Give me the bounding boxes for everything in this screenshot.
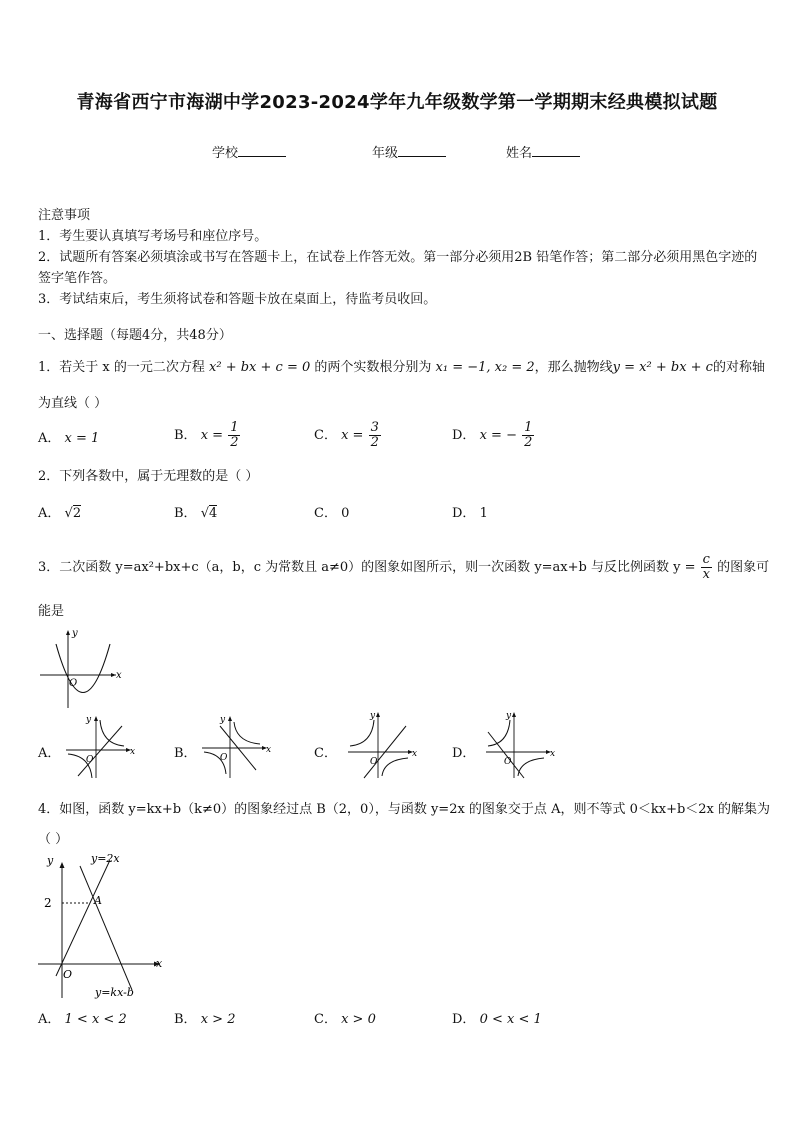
q1-parabola: y = x² + bx + c: [612, 360, 713, 375]
x-axis-label: x: [266, 745, 272, 755]
q4-option-c-value: x > 0: [341, 1012, 376, 1027]
notes-block: [38, 205, 760, 310]
q2-option-a: [38, 504, 81, 524]
school-blank: [238, 144, 286, 157]
q4-option-d: [452, 1010, 542, 1030]
q1-option-b: [174, 421, 241, 450]
y-axis-label: y: [72, 628, 78, 639]
grade-label: 年级: [372, 146, 399, 161]
q3-option-a-label: A．: [38, 746, 61, 761]
q3-stem: [38, 553, 769, 582]
tick-label-2: 2: [44, 896, 52, 910]
grade-blank: [398, 144, 446, 157]
q1-option-c-fraction: [369, 421, 381, 450]
q4-option-a-value: 1 < x < 2: [64, 1012, 127, 1027]
q4-option-b-value: x > 2: [200, 1012, 236, 1027]
q2-option-c: [314, 504, 349, 524]
q1-option-b-lhs: x =: [200, 428, 224, 443]
q3-option-a-graph: [62, 712, 136, 782]
q2-option-b-label: B．: [174, 506, 197, 521]
q3-option-d-label: D．: [452, 746, 476, 761]
q2-option-b: [174, 504, 217, 524]
q1-option-c-label: C．: [314, 428, 337, 443]
q1-option-a-label: A．: [38, 431, 61, 446]
q1-option-d: [452, 421, 535, 450]
q3-fraction-num: c: [701, 553, 712, 568]
q1-option-a-value: x = 1: [64, 431, 100, 446]
q1-option-b-fraction: [228, 421, 240, 450]
point-a-label: A: [94, 894, 102, 907]
section-heading: 一、选择题（每题4分，共48分）: [38, 328, 232, 343]
q4-option-d-value: 0 < x < 1: [479, 1012, 542, 1027]
name-field: [506, 142, 580, 161]
y-axis-label: y: [370, 711, 376, 721]
q3-option-c-label: C．: [314, 746, 337, 761]
origin-label: O: [63, 968, 73, 981]
q4-option-b-label: B．: [174, 1012, 197, 1027]
q1-option-a: [38, 429, 99, 449]
x-axis-label: x: [412, 749, 418, 759]
q1-option-c-num: 3: [370, 420, 379, 435]
q3-stem-line2: 能是: [38, 604, 65, 619]
origin-label: O: [504, 757, 512, 767]
notes-item-1: 1．考生要认真填写考场号和座位序号。: [38, 229, 268, 244]
y-axis-label: y: [47, 854, 54, 867]
q2-option-a-value: 2: [72, 506, 82, 521]
q1-stem-line2: 为直线（ ）: [38, 396, 108, 411]
q1-option-c: [314, 421, 382, 450]
label-y-2x: y=2x: [91, 852, 120, 865]
y-axis-arrow: [60, 862, 65, 868]
y-axis-arrow: [94, 716, 98, 721]
q4-stem-paren: （ ）: [38, 832, 69, 847]
hyperbola-branch: [350, 720, 374, 746]
hyperbola-branch: [234, 722, 260, 744]
hyperbola-branch: [518, 758, 544, 776]
q1-roots: x₁ = −1, x₂ = 2: [435, 360, 535, 375]
q2-option-c-value: 0: [341, 506, 350, 521]
q3-option-b-graph: [198, 712, 272, 782]
q4-option-b: [174, 1010, 235, 1030]
q4-option-d-label: D．: [452, 1012, 476, 1027]
y-axis-label: y: [506, 711, 512, 721]
x-axis-label: x: [116, 670, 122, 681]
q1-option-d-num: 1: [524, 420, 533, 435]
q3-fraction-den: x: [702, 567, 710, 582]
q2-option-c-label: C．: [314, 506, 337, 521]
q1-stem: [38, 358, 765, 378]
q1-option-d-fraction: [522, 421, 534, 450]
notes-heading: 注意事项: [38, 208, 91, 223]
line-y-kx-b: [80, 866, 132, 990]
y-axis-arrow: [66, 630, 70, 635]
x-axis-label: x: [130, 747, 136, 757]
notes-item-3: 3．考试结束后，考生须将试卷和答题卡放在桌面上，待监考员收回。: [38, 292, 437, 307]
hyperbola-branch: [488, 720, 510, 746]
origin-label: O: [86, 755, 94, 765]
school-label: 学校: [212, 146, 239, 161]
q1-option-c-lhs: x =: [341, 428, 364, 443]
q1-option-d-label: D．: [452, 428, 476, 443]
q1-text-2: 的两个实数根分别为: [314, 360, 432, 375]
q3-option-b-label: B．: [174, 746, 197, 761]
y-axis-arrow: [512, 712, 516, 717]
q1-option-b-num: 1: [230, 420, 239, 435]
origin-label: O: [69, 678, 78, 689]
q4-option-a-label: A．: [38, 1012, 61, 1027]
q4-option-a: [38, 1010, 127, 1030]
q4-option-c: [314, 1010, 376, 1030]
y-axis-arrow: [228, 716, 232, 721]
q4-option-c-label: C．: [314, 1012, 337, 1027]
q4-stem: 4．如图，函数 y=kx+b（k≠0）的图象经过点 B（2，0），与函数 y=2x 的图象交于点 A，则不等式 0＜kx+b＜2x 的解集为: [38, 802, 771, 817]
q1-option-d-den: 2: [524, 435, 533, 450]
sqrt-symbol: √: [64, 506, 73, 521]
q2-stem: 2．下列各数中，属于无理数的是（ ）: [38, 469, 259, 484]
q1-text-1: 1．若关于 x 的一元二次方程: [38, 360, 205, 375]
q2-option-b-value: 4: [209, 506, 218, 521]
notes-item-2: 2．试题所有答案必须填涂或书写在答题卡上，在试卷上作答无效。第一部分必须用2B 铅笔作答；第二部分必须用黑色字迹的签字笔作答。: [38, 250, 758, 286]
line-graph: [488, 732, 524, 778]
sqrt-symbol: √: [200, 506, 209, 521]
origin-label: O: [370, 757, 378, 767]
q1-equation: x² + bx + c = 0: [209, 360, 311, 375]
q3-option-d-graph: [482, 708, 556, 782]
x-axis-label: x: [550, 749, 556, 759]
q3-option-c-graph: [344, 708, 418, 782]
school-field: [212, 142, 286, 161]
q1-text-3: ，那么抛物线: [534, 360, 613, 375]
q3-stem-text: 3．二次函数 y=ax²+bx+c（a，b，c 为常数且 a≠0）的图象如图所示，则一次函数 y=ax+b 与反比例函数 y =: [38, 560, 696, 575]
q1-option-c-den: 2: [370, 435, 379, 450]
line-graph: [78, 726, 122, 776]
page-title: 青海省西宁市海湖中学2023-2024学年九年级数学第一学期期末经典模拟试题: [76, 92, 718, 113]
q3-stem-end: 的图象可: [717, 560, 770, 575]
grade-field: [372, 142, 446, 161]
y-axis-label: y: [220, 715, 226, 725]
q1-option-b-label: B．: [174, 428, 197, 443]
label-y-kx-b: y=kx-b: [95, 986, 134, 999]
x-axis-label: x: [156, 957, 163, 970]
q2-option-a-label: A．: [38, 506, 61, 521]
q4-figure: [34, 850, 174, 1002]
name-blank: [532, 144, 580, 157]
parabola-curve: [56, 644, 110, 693]
hyperbola-branch: [100, 720, 124, 746]
y-axis-label: y: [86, 715, 92, 725]
q1-text-4: 的对称轴: [712, 360, 765, 375]
q2-option-d: [452, 504, 488, 524]
y-axis-arrow: [376, 712, 380, 717]
name-label: 姓名: [506, 146, 533, 161]
q2-option-d-label: D．: [452, 506, 476, 521]
q1-option-d-lhs: x = −: [479, 428, 517, 443]
q3-parabola-figure: [36, 626, 126, 712]
q1-option-b-den: 2: [230, 435, 239, 450]
q2-option-d-value: 1: [479, 506, 488, 521]
hyperbola-branch: [382, 758, 408, 776]
origin-label: O: [220, 753, 228, 763]
q3-fraction: [701, 553, 712, 582]
